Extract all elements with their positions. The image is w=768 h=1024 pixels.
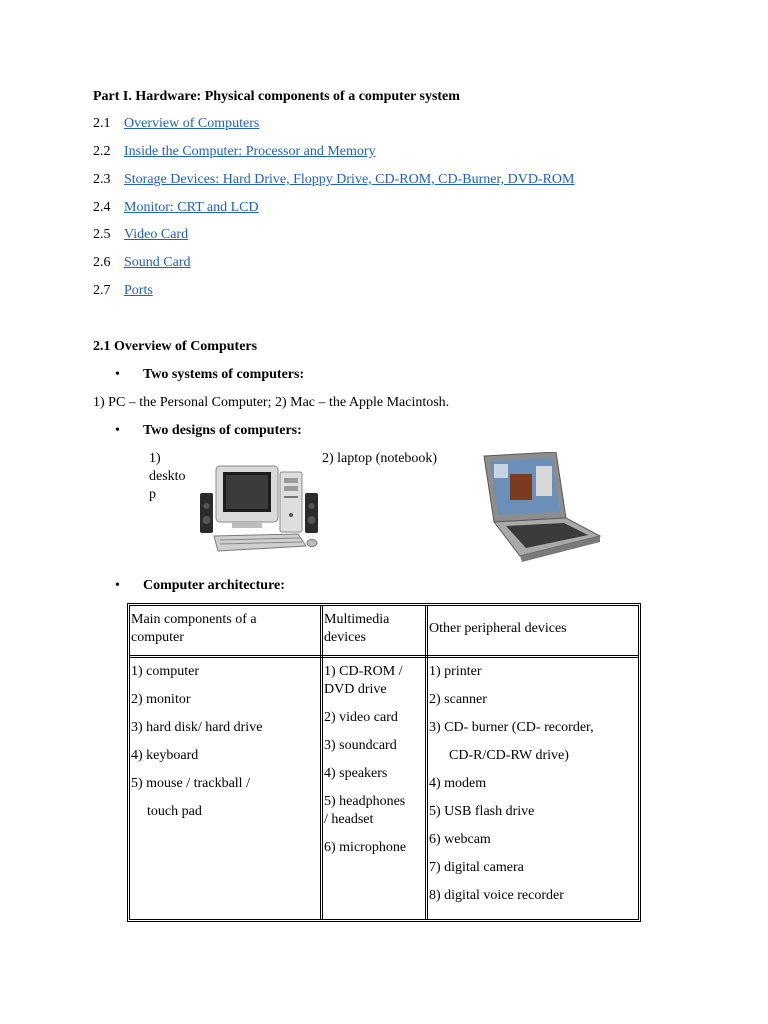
list-item: 1) printer (429, 664, 482, 679)
table-column-multimedia (324, 663, 406, 867)
list-item: 1) computer (131, 664, 200, 679)
list-item: 7) digital camera (429, 860, 524, 875)
table-column-main (131, 663, 262, 831)
list-item: 1) CD-ROM / DVD drive (324, 664, 403, 697)
list-item: 4) keyboard (131, 748, 199, 763)
bullet-icon: • (115, 578, 120, 593)
table-divider (130, 655, 638, 658)
toc-link-sound-card[interactable]: Sound Card (124, 255, 191, 270)
table-header-peripherals: Other peripheral devices (429, 621, 567, 636)
laptop-computer-image (480, 452, 602, 564)
list-item: 2) scanner (429, 692, 487, 707)
toc-num: 2.5 (93, 227, 111, 242)
list-item: touch pad (147, 804, 202, 819)
toc-num: 2.2 (93, 144, 111, 159)
bullet-icon: • (115, 423, 120, 438)
list-item: 2) video card (324, 710, 398, 725)
toc-link-monitor[interactable]: Monitor: CRT and LCD (124, 200, 259, 215)
bullet-architecture: Computer architecture: (143, 578, 285, 593)
desktop-computer-image (198, 460, 322, 554)
list-item: 8) digital voice recorder (429, 888, 564, 903)
list-item: 4) modem (429, 776, 487, 791)
bullet-icon: • (115, 367, 120, 382)
list-item: 5) headphones / headset (324, 794, 406, 827)
table-column-peripherals (429, 663, 594, 915)
toc-num: 2.1 (93, 116, 111, 131)
systems-text: 1) PC – the Personal Computer; 2) Mac – the Apple Macintosh. (93, 395, 450, 410)
table-header-multimedia: Multimedia devices (324, 612, 390, 645)
toc-link-video-card[interactable]: Video Card (124, 227, 189, 242)
toc-num: 2.7 (93, 283, 111, 298)
toc-link-overview[interactable]: Overview of Computers (124, 116, 260, 131)
toc-link-ports[interactable]: Ports (124, 283, 153, 298)
list-item: 3) CD- burner (CD- recorder, (429, 720, 594, 735)
list-item: CD-R/CD-RW drive) (449, 748, 569, 763)
list-item: 2) monitor (131, 692, 191, 707)
architecture-table (127, 603, 641, 922)
design-desktop-label: 1) deskto p (149, 451, 186, 502)
part-title: Part I. Hardware: Physical components of a computer system (93, 89, 460, 104)
toc-link-storage-devices[interactable]: Storage Devices: Hard Drive, Floppy Drive, CD-ROM, CD-Burner, DVD-ROM (124, 172, 575, 187)
bullet-designs: Two designs of computers: (143, 423, 302, 438)
table-divider (425, 606, 428, 919)
list-item: 6) microphone (324, 840, 407, 855)
table-header-main-components: Main components of a computer (131, 612, 257, 645)
toc-num: 2.4 (93, 200, 111, 215)
bullet-systems: Two systems of computers: (143, 367, 305, 382)
design-laptop-label: 2) laptop (notebook) (322, 451, 438, 466)
toc-num: 2.6 (93, 255, 111, 270)
section-heading: 2.1 Overview of Computers (93, 339, 258, 354)
list-item: 3) hard disk/ hard drive (131, 720, 263, 735)
list-item: 5) mouse / trackball / (131, 776, 250, 791)
list-item: 4) speakers (324, 766, 388, 781)
toc-link-processor-memory[interactable]: Inside the Computer: Processor and Memory (124, 144, 376, 159)
list-item: 5) USB flash drive (429, 804, 535, 819)
table-divider (320, 606, 323, 919)
list-item: 6) webcam (429, 832, 491, 847)
list-item: 3) soundcard (324, 738, 397, 753)
toc-num: 2.3 (93, 172, 111, 187)
